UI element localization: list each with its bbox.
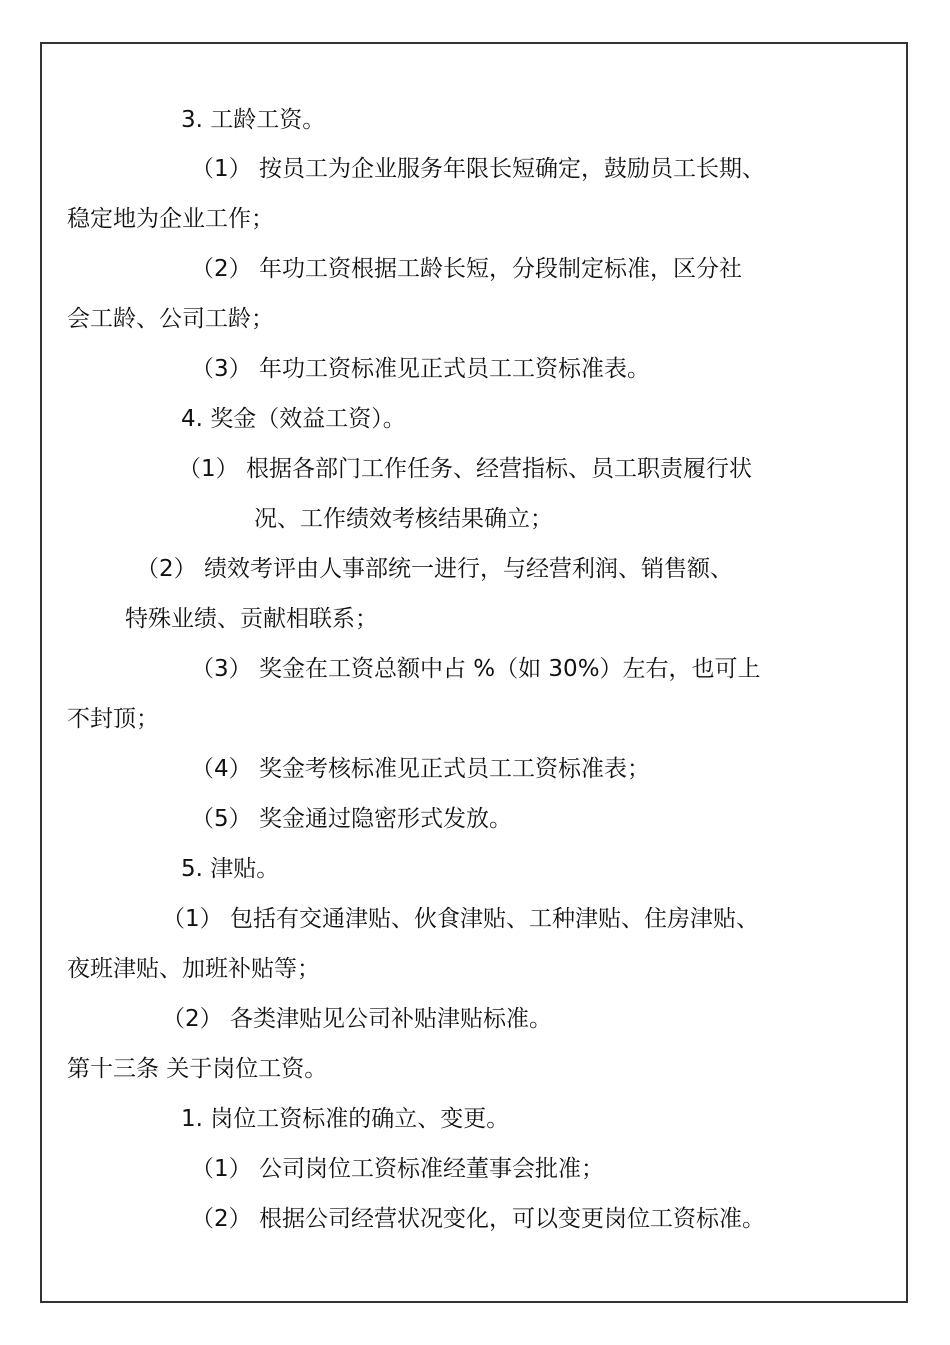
- position-wage-item-1: （1） 公司岗位工资标准经董事会批准；: [191, 1156, 604, 1182]
- seniority-item-3: （3） 年功工资标准见正式员工工资标准表。: [191, 356, 650, 382]
- bonus-item-2: （2） 绩效考评由人事部统一进行，与经营利润、销售额、: [136, 556, 733, 582]
- seniority-item-2-cont: 会工龄、公司工龄；: [67, 306, 274, 332]
- heading-seniority-wage: 3. 工龄工资。: [181, 107, 326, 133]
- bonus-item-3: （3） 奖金在工资总额中占 %（如 30%）左右，也可上: [191, 656, 761, 682]
- bonus-item-3-cont: 不封顶；: [67, 706, 159, 732]
- bonus-item-5: （5） 奖金通过隐密形式发放。: [191, 806, 512, 832]
- allowance-item-1-cont: 夜班津贴、加班补贴等；: [67, 956, 320, 982]
- heading-allowance: 5. 津贴。: [181, 856, 280, 882]
- seniority-item-1-cont: 稳定地为企业工作；: [67, 206, 274, 232]
- bonus-item-2-cont: 特殊业绩、贡献相联系；: [125, 606, 378, 632]
- allowance-item-2: （2） 各类津贴见公司补贴津贴标准。: [162, 1006, 552, 1032]
- article-13-heading: 第十三条 关于岗位工资。: [67, 1056, 328, 1082]
- allowance-item-1: （1） 包括有交通津贴、伙食津贴、工种津贴、住房津贴、: [162, 906, 759, 932]
- position-wage-item-2: （2） 根据公司经营状况变化，可以变更岗位工资标准。: [191, 1206, 765, 1232]
- bonus-item-1: （1） 根据各部门工作任务、经营指标、员工职责履行状: [178, 456, 752, 482]
- seniority-item-1: （1） 按员工为企业服务年限长短确定，鼓励员工长期、: [191, 156, 765, 182]
- bonus-item-4: （4） 奖金考核标准见正式员工工资标准表；: [191, 756, 650, 782]
- heading-bonus: 4. 奖金（效益工资）。: [181, 406, 406, 432]
- position-wage-heading: 1. 岗位工资标准的确立、变更。: [181, 1106, 510, 1132]
- seniority-item-2: （2） 年功工资根据工龄长短，分段制定标准，区分社: [191, 256, 742, 282]
- bonus-item-1-cont: 况、工作绩效考核结果确立；: [254, 506, 553, 532]
